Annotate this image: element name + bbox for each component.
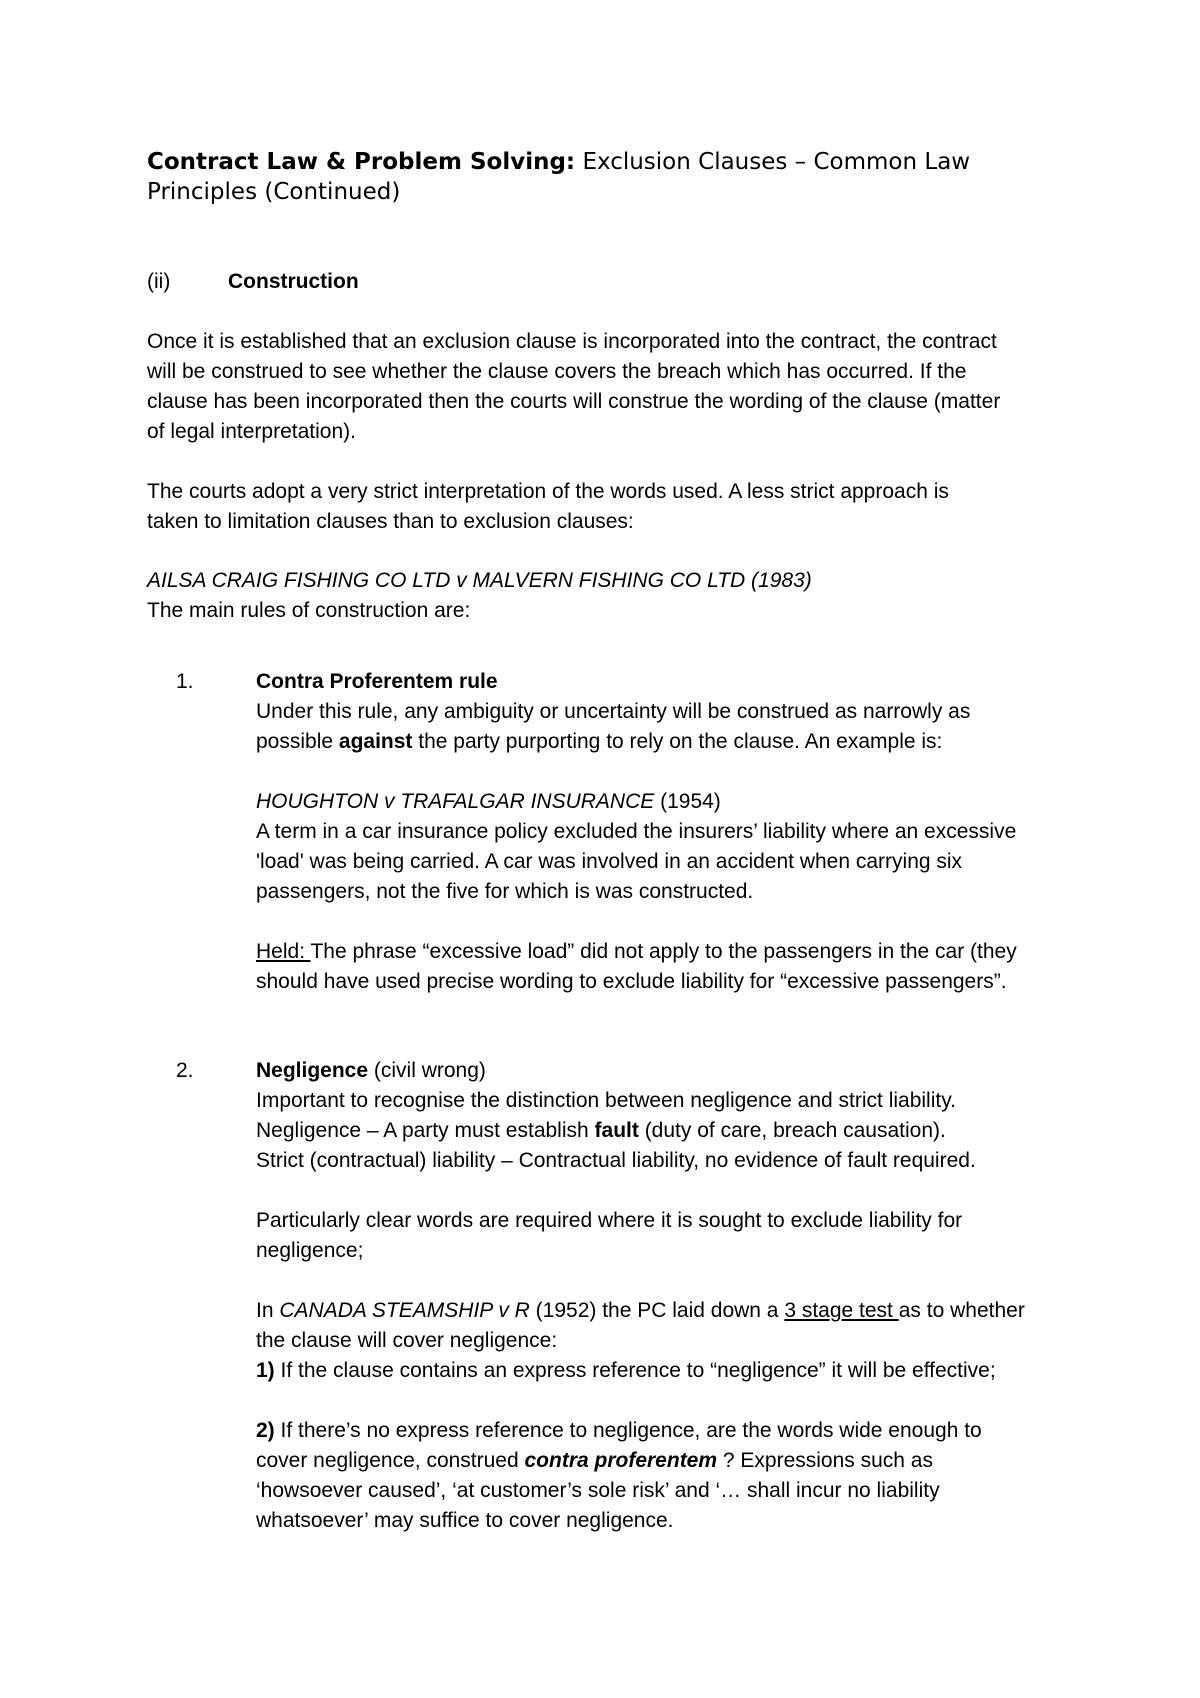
- held-label: Held:: [256, 940, 311, 963]
- rule2-line2-pre: Negligence – A party must establish: [256, 1119, 595, 1142]
- rule2-number: 2.: [176, 1059, 194, 1082]
- houghton-fact-3: passengers, not the five for which is was constructed.: [256, 880, 754, 903]
- intro-line-4: of legal interpretation).: [147, 420, 356, 443]
- houghton-case-name: HOUGHTON v TRAFALGAR INSURANCE: [256, 790, 655, 813]
- intro-line-2: will be construed to see whether the clause covers the breach which has occurred. If the: [147, 360, 967, 383]
- step2-num: 2): [256, 1419, 275, 1442]
- rule2-para2-line1: Particularly clear words are required where it is sought to exclude liability for: [256, 1209, 963, 1232]
- page-title: [147, 147, 970, 177]
- rule2-line2-bold: fault: [594, 1119, 639, 1142]
- rules-intro: The main rules of construction are:: [147, 599, 471, 622]
- step2-line2: [256, 1446, 933, 1476]
- houghton-case-year: (1954): [654, 790, 721, 813]
- step1: [256, 1356, 996, 1386]
- intro-line-3: clause has been incorporated then the courts will construe the wording of the clause (matter: [147, 390, 1001, 413]
- title-bold: Contract Law & Problem Solving:: [147, 149, 576, 175]
- step1-num: 1): [256, 1359, 275, 1382]
- canada-post: as to whether: [898, 1299, 1025, 1322]
- step2-line2-em: contra proferentem: [524, 1449, 718, 1472]
- step2-text1: If there’s no express reference to negligence, are the words wide enough to: [274, 1419, 982, 1442]
- rule2-line2: [256, 1116, 946, 1146]
- strict-line-1: The courts adopt a very strict interpretation of the words used. A less strict approach is: [147, 480, 949, 503]
- canada-pre: In: [256, 1299, 280, 1322]
- step2-line2-post: ? Expressions such as: [717, 1449, 933, 1472]
- strict-line-2: taken to limitation clauses than to exclusion clauses:: [147, 510, 634, 533]
- rule1-heading: Contra Proferentem rule: [256, 670, 498, 693]
- canada-case: CANADA STEAMSHIP v R: [279, 1299, 530, 1322]
- step2-line2-pre: cover negligence, construed: [256, 1449, 525, 1472]
- step2-line1: [256, 1416, 982, 1446]
- step2-line3: ‘howsoever caused’, ‘at customer’s sole risk’ and ‘… shall incur no liability: [256, 1479, 940, 1502]
- rule1-number: 1.: [176, 670, 194, 693]
- rule2-heading: [256, 1056, 486, 1086]
- case-ailsa: [147, 566, 812, 596]
- step2-line4: whatsoever’ may suffice to cover negligence.: [256, 1509, 674, 1532]
- canada-mid: (1952) the PC laid down a: [529, 1299, 785, 1322]
- rule1-line2-bold: against: [338, 730, 413, 753]
- step1-text: If the clause contains an express reference to “negligence” it will be effective;: [274, 1359, 996, 1382]
- rule2-line3: Strict (contractual) liability – Contractual liability, no evidence of fault required.: [256, 1149, 976, 1172]
- canada-test: 3 stage test: [784, 1299, 899, 1322]
- section-heading: Construction: [228, 270, 359, 293]
- rule1-line2: [256, 727, 942, 757]
- rule2-line1: Important to recognise the distinction between negligence and strict liability.: [256, 1089, 957, 1112]
- rule2-para2-line2: negligence;: [256, 1239, 364, 1262]
- houghton-fact-2: 'load' was being carried. A car was involved in an accident when carrying six: [256, 850, 963, 873]
- rule2-line2-post: (duty of care, breach causation).: [638, 1119, 946, 1142]
- rule2-heading-bold: Negligence: [256, 1059, 369, 1082]
- rule1-line2-post: the party purporting to rely on the clause. An example is:: [412, 730, 943, 753]
- canada-line1: [256, 1296, 1025, 1326]
- held-line1: [256, 937, 1017, 967]
- rule1-line2-pre: possible: [256, 730, 339, 753]
- section-number: (ii): [147, 270, 171, 293]
- intro-line-1: Once it is established that an exclusion clause is incorporated into the contract, the contract: [147, 330, 997, 353]
- case-ailsa-name: AILSA CRAIG FISHING CO LTD v MALVERN FISHING CO LTD (1983): [147, 569, 812, 592]
- rule2-heading-suffix: (civil wrong): [368, 1059, 486, 1082]
- canada-line2: the clause will cover negligence:: [256, 1329, 558, 1352]
- title-rest: Exclusion Clauses – Common Law: [575, 149, 971, 175]
- houghton-fact-1: A term in a car insurance policy excluded the insurers’ liability where an excessive: [256, 820, 1017, 843]
- held-text-1: The phrase “excessive load” did not apply to the passengers in the car (they: [310, 940, 1017, 963]
- houghton-case: [256, 787, 721, 817]
- held-line2: should have used precise wording to exclude liability for “excessive passengers”.: [256, 970, 1007, 993]
- rule1-line1: Under this rule, any ambiguity or uncertainty will be construed as narrowly as: [256, 700, 971, 723]
- page-title-line2: Principles (Continued): [147, 179, 401, 205]
